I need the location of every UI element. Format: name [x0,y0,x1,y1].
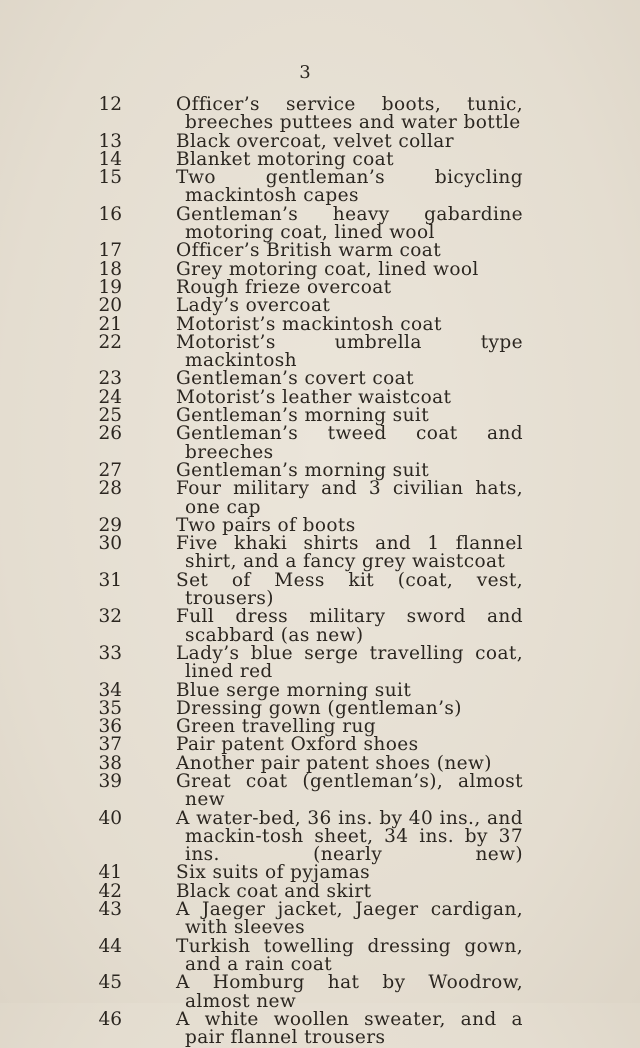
item-description: Six suits of pyjamas [176,862,371,884]
item-description: Great coat (gentleman’s), almost new [176,770,523,811]
item-description: Set of Mess kit (coat, vest, trousers) [176,569,523,610]
item-number: 12 [98,94,122,115]
item-description: Turkish towelling dressing gown, and a rain coat [176,935,523,975]
item-number: 26 [98,423,122,445]
list-item [0,425,640,462]
item-number: 20 [98,295,122,317]
item-number: 18 [98,258,122,280]
item-description: A water-bed, 36 ins. by 40 ins., and mackin-tosh sheet, 34 ins. by 37 ins. (nearly new) [176,807,523,866]
item-description: Black coat and skirt [176,880,372,902]
item-number: 31 [98,569,122,591]
list-item [0,535,640,572]
list-item [0,370,640,388]
item-number: 23 [98,368,122,390]
item-number: 24 [98,386,122,408]
item-number: 36 [98,716,122,738]
item-description: Another pair patent shoes (new) [176,752,492,774]
item-description: Gentleman’s morning suit [176,405,430,427]
item-number: 44 [98,935,122,957]
item-number: 29 [98,514,122,536]
item-number: 27 [98,459,122,481]
item-description: A Homburg hat by Woodrow, almost new [176,972,523,1012]
item-number: 15 [98,167,122,189]
item-description: Green travelling rug [176,716,377,738]
item-number: 14 [98,148,122,170]
item-number: 22 [98,331,122,353]
item-description: A Jaeger jacket, Jaeger cardigan, with sleeves [176,899,523,939]
item-description: Gentleman’s morning suit [176,459,430,481]
list-item [0,935,640,975]
item-number: 41 [98,862,122,884]
list-item [0,569,640,610]
item-number: 45 [98,972,122,994]
item-description: Grey motoring coat, lined wool [176,258,479,280]
item-number: 17 [98,240,122,262]
item-number: 42 [98,880,122,902]
item-description: Gentleman’s heavy gabardine motoring coat, lined wool [176,203,523,244]
list-item [0,96,640,133]
item-description: Blanket motoring coat [176,148,394,170]
item-number: 37 [98,734,122,756]
item-description: Dressing gown (gentleman’s) [176,697,462,719]
item-description: Four military and 3 civilian hats, one cap [176,478,523,518]
item-number: 43 [98,899,122,921]
item-number: 34 [98,679,122,701]
item-number: 38 [98,752,122,774]
item-number: 32 [98,606,122,628]
inventory-list [0,96,640,1047]
list-item [0,642,640,683]
list-item [0,242,640,260]
item-description: Rough frieze overcoat [176,276,392,298]
item-description: Motorist’s mackintosh coat [176,313,442,335]
list-item [0,1008,640,1048]
item-description: Black overcoat, velvet collar [176,130,454,152]
item-description: Officer’s service boots, tunic, breeches puttees and water bottle [176,94,523,134]
item-description: Gentleman’s covert coat [176,368,414,390]
item-number: 39 [98,770,122,792]
list-item [0,203,640,244]
item-description: Two gentleman’s bicycling mackintosh capes [176,167,523,207]
list-item [0,974,640,1011]
list-item [0,901,640,938]
item-number: 30 [98,533,122,555]
item-number: 25 [98,405,122,427]
item-description: Five khaki shirts and 1 flannel shirt, and a fancy grey waistcoat [176,533,523,573]
item-description: Gentleman’s tweed coat and breeches [176,423,523,463]
list-item [0,770,640,811]
list-item [0,736,640,754]
item-description: Blue serge morning suit [176,679,412,701]
list-item [0,331,640,372]
item-description: Pair patent Oxford shoes [176,734,419,756]
item-number: 35 [98,697,122,719]
item-description: Two pairs of boots [176,514,356,536]
item-number: 33 [98,642,122,664]
item-number: 13 [98,130,122,152]
item-number: 46 [98,1008,122,1030]
item-number: 40 [98,807,122,829]
item-description: Motorist’s leather waistcoat [176,386,452,408]
page-number: 3 [299,62,311,83]
item-description: Motorist’s umbrella type mackintosh [176,331,523,372]
list-item [0,480,640,517]
item-number: 19 [98,276,122,298]
list-item [0,297,640,315]
item-description: Full dress military sword and scabbard (as new) [176,606,523,646]
list-item [0,608,640,645]
list-item [0,169,640,206]
item-description: A white woollen sweater, and a pair flannel trousers [176,1008,523,1048]
item-description: Officer’s British warm coat [176,240,442,262]
list-item [0,807,640,866]
item-number: 28 [98,478,122,500]
item-number: 16 [98,203,122,225]
item-number: 21 [98,313,122,335]
item-description: Lady’s blue serge travelling coat, lined red [176,642,523,683]
item-description: Lady’s overcoat [176,295,331,317]
